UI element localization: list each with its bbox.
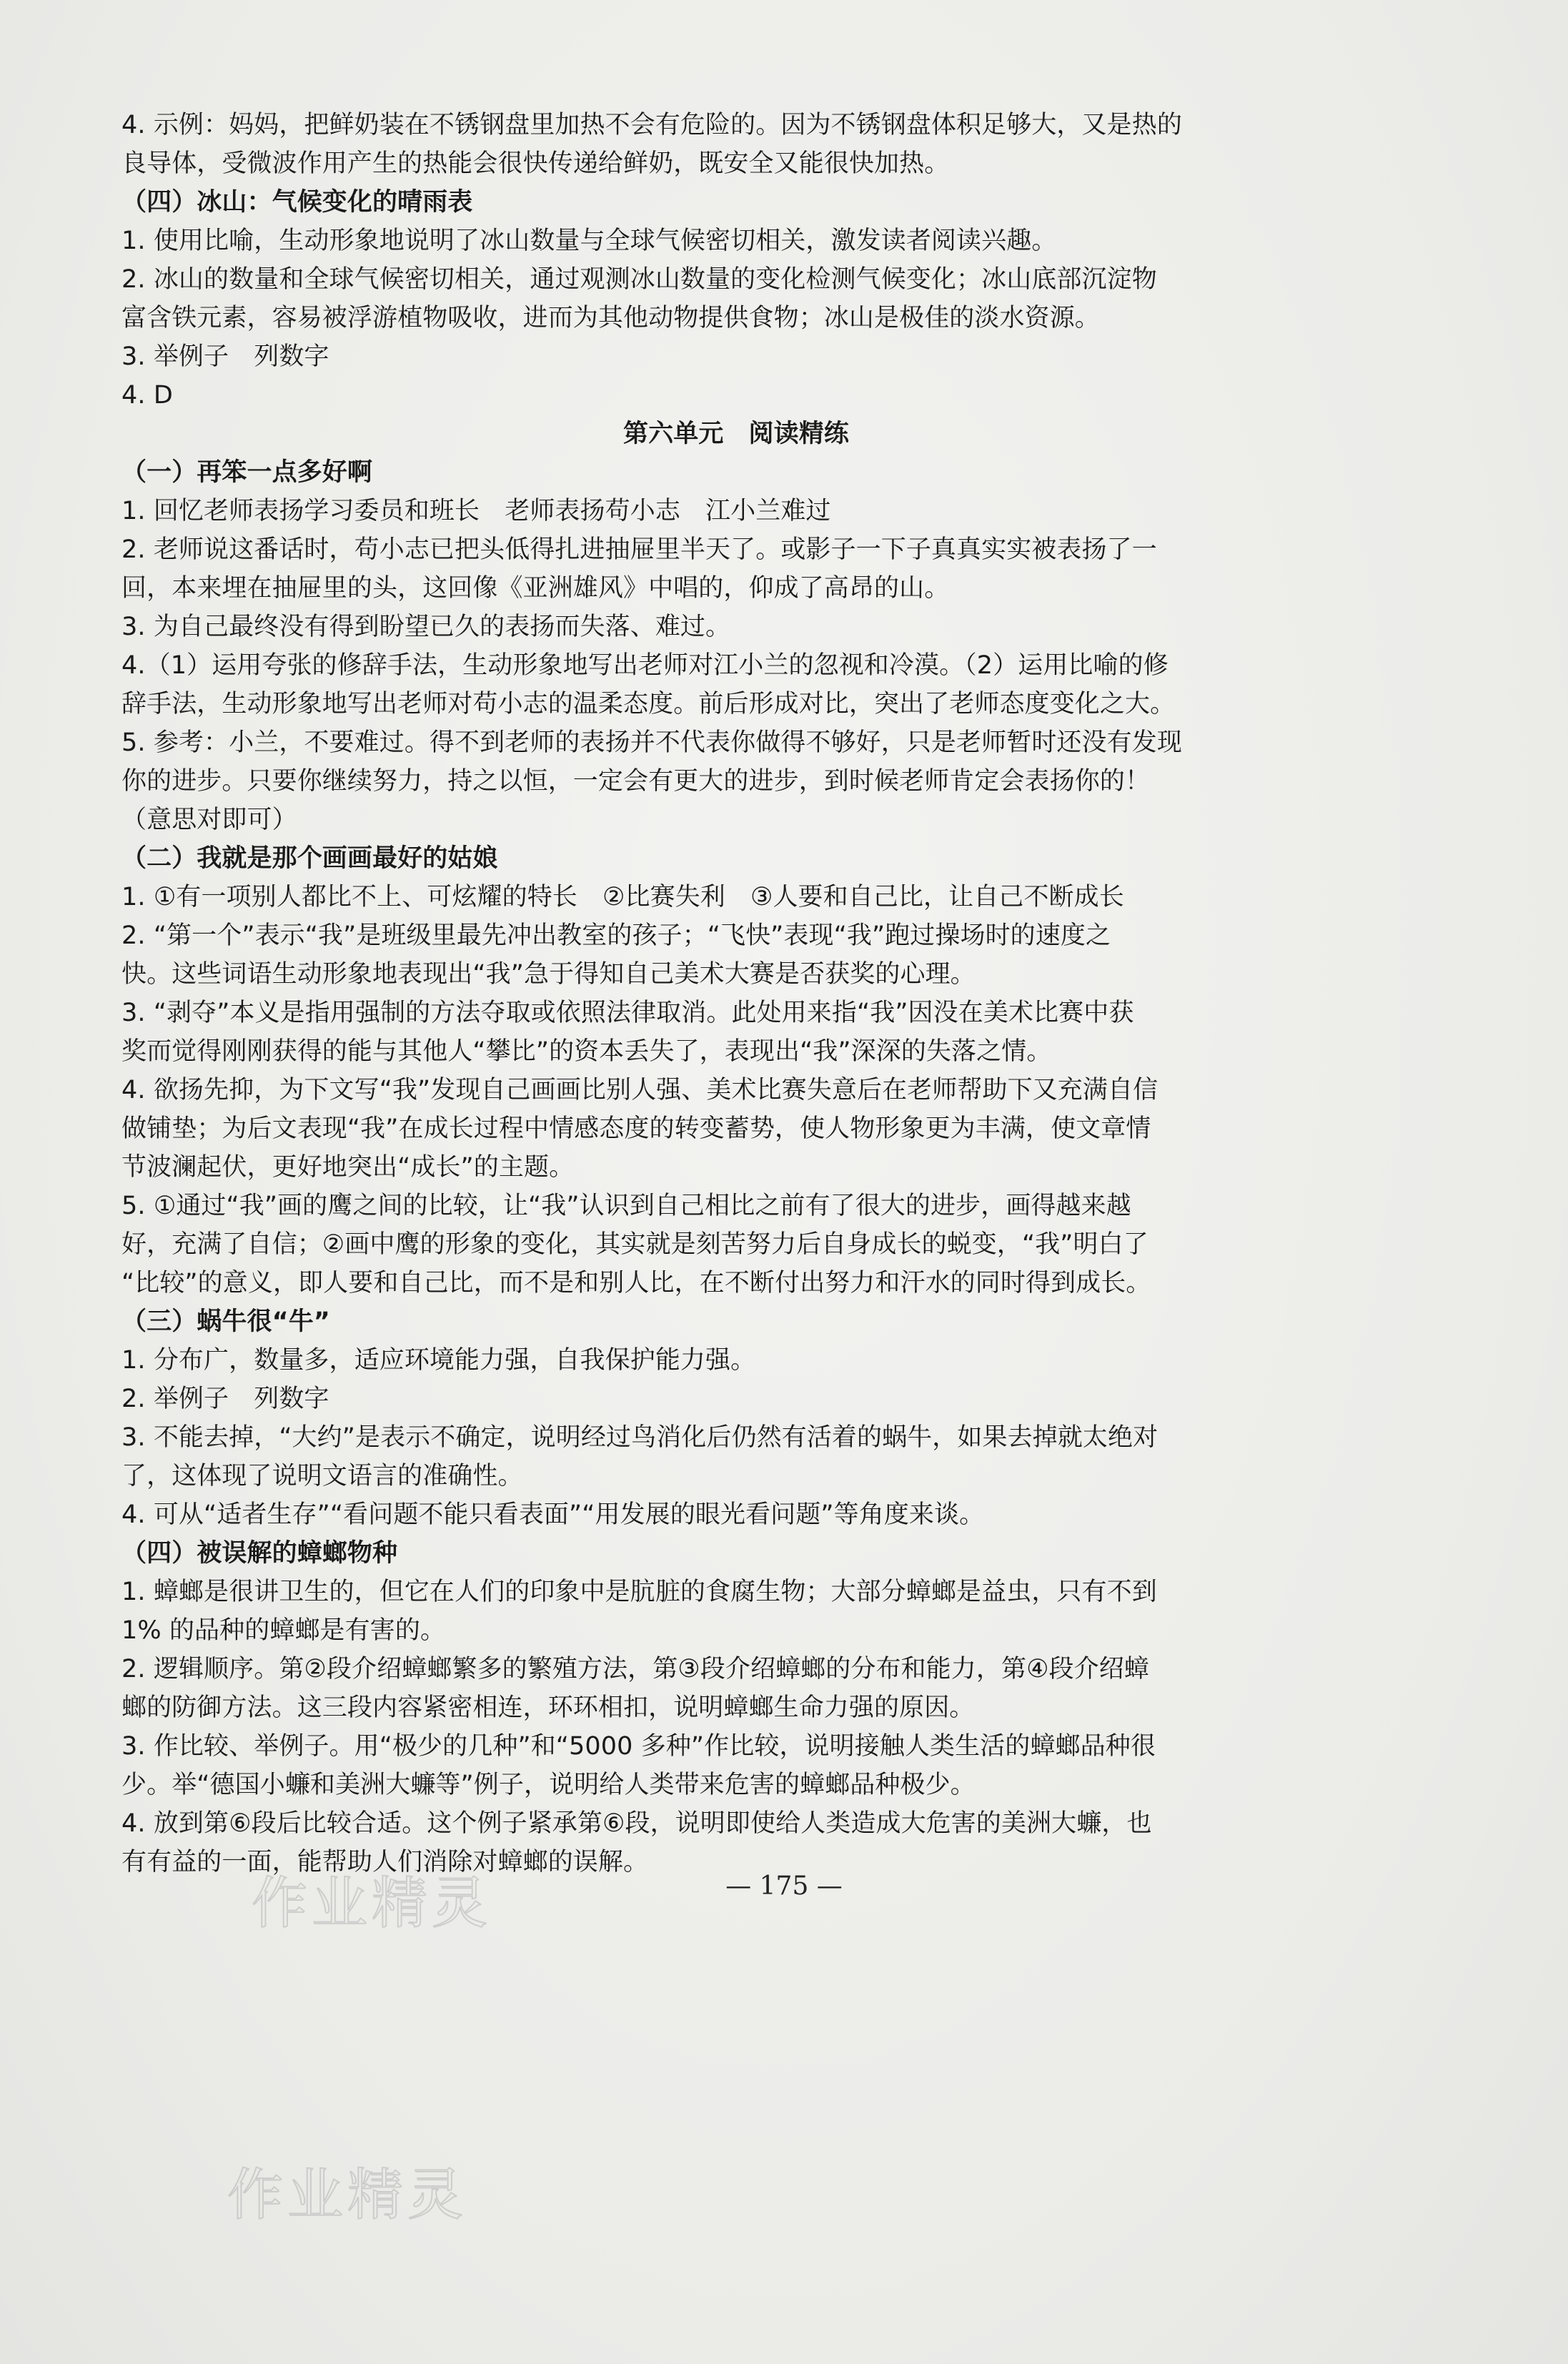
- text-line: 2. “第一个”表示“我”是班级里最先冲出教室的孩子；“飞快”表现“我”跑过操场时的速度之: [121, 921, 1111, 950]
- text-line: 2. 举例子 列数字: [121, 1385, 329, 1413]
- text-line: 螂的防御方法。这三段内容紧密相连，环环相扣，说明蟑螂生命力强的原因。: [121, 1693, 975, 1722]
- watermark-text: 作业精灵: [227, 2163, 468, 2227]
- text-line: 做铺垫；为后文表现“我”在成长过程中情感态度的转变蓄势，使人物形象更为丰满，使文章情: [121, 1114, 1151, 1143]
- page-number: — 175 —: [725, 1871, 843, 1901]
- text-line: 1. 蟑螂是很讲卫生的，但它在人们的印象中是肮脏的食腐生物；大部分蟑螂是益虫，只有不到: [121, 1578, 1157, 1606]
- text-line: 3. 作比较、举例子。用“极少的几种”和“5000 多种”作比较，说明接触人类生活的蟑螂品种很: [121, 1732, 1156, 1761]
- text-line: 4. D: [121, 381, 173, 410]
- text-line: 1% 的品种的蟑螂是有害的。: [121, 1616, 446, 1645]
- text-line: （意思对即可）: [121, 806, 297, 834]
- text-line: 5. 参考：小兰，不要难过。得不到老师的表扬并不代表你做得不够好，只是老师暂时还没有发现: [121, 728, 1182, 757]
- text-line: 好，充满了自信；②画中鹰的形象的变化，其实就是刻苦努力后自身成长的蜕变，“我”明白了: [121, 1230, 1148, 1259]
- text-line: 富含铁元素，容易被浮游植物吸收，进而为其他动物提供食物；冰山是极佳的淡水资源。: [121, 304, 1100, 332]
- text-line: 5. ①通过“我”画的鹰之间的比较，让“我”认识到自己相比之前有了很大的进步，画得越来越: [121, 1192, 1131, 1220]
- watermark-text: 作业精灵: [252, 1871, 492, 1936]
- text-line: 你的进步。只要你继续努力，持之以恒，一定会有更大的进步，到时候老师肯定会表扬你的！: [121, 767, 1151, 796]
- text-line: 了，这体现了说明文语言的准确性。: [121, 1462, 523, 1490]
- text-line: 3. “剥夺”本义是指用强制的方法夺取或依照法律取消。此处用来指“我”因没在美术比赛中获: [121, 999, 1134, 1027]
- text-line: 奖而觉得刚刚获得的能与其他人“攀比”的资本丢失了，表现出“我”深深的失落之情。: [121, 1037, 1052, 1066]
- text-line: 3. 不能去掉，“大约”是表示不确定，说明经过鸟消化后仍然有活着的蜗牛，如果去掉就太绝对: [121, 1423, 1158, 1452]
- text-line: 4.（1）运用夸张的修辞手法，生动形象地写出老师对江小兰的忽视和冷漠。（2）运用比喻的修: [121, 651, 1168, 680]
- text-line: 节波澜起伏，更好地突出“成长”的主题。: [121, 1153, 575, 1182]
- section-heading: （四）冰山：气候变化的晴雨表: [121, 188, 473, 217]
- text-line: 良导体，受微波作用产生的热能会很快传递给鲜奶，既安全又能很快加热。: [121, 149, 950, 178]
- text-line: 1. 分布广，数量多，适应环境能力强，自我保护能力强。: [121, 1346, 756, 1375]
- text-line: 1. ①有一项别人都比不上、可炫耀的特长 ②比赛失利 ③人要和自己比，让自己不断成长: [121, 883, 1124, 911]
- text-line: 2. 老师说这番话时，苟小志已把头低得扎进抽屉里半天了。或影子一下子真真实实被表扬了一: [121, 535, 1157, 564]
- text-line: 2. 逻辑顺序。第②段介绍蟑螂繁多的繁殖方法，第③段介绍蟑螂的分布和能力，第④段介绍蟑: [121, 1655, 1149, 1683]
- text-line: 2. 冰山的数量和全球气候密切相关，通过观测冰山数量的变化检测气候变化；冰山底部沉淀物: [121, 265, 1157, 294]
- section-heading: （四）被误解的蟑螂物种: [121, 1539, 398, 1568]
- text-line: “比较”的意义，即人要和自己比，而不是和别人比，在不断付出努力和汗水的同时得到成长。: [121, 1269, 1151, 1297]
- text-line: 4. 可从“适者生存”“看问题不能只看表面”“用发展的眼光看问题”等角度来谈。: [121, 1500, 985, 1529]
- section-heading: （一）再笨一点多好啊: [121, 458, 373, 487]
- text-line: 有有益的一面，能帮助人们消除对蟑螂的误解。: [121, 1848, 649, 1876]
- text-line: 辞手法，生动形象地写出老师对苟小志的温柔态度。前后形成对比，突出了老师态度变化之大。: [121, 690, 1176, 718]
- section-heading: （二）我就是那个画画最好的姑娘: [121, 844, 498, 873]
- document-body: [121, 106, 1351, 1881]
- text-line: 4. 欲扬先抑，为下文写“我”发现自己画画比别人强、美术比赛失意后在老师帮助下又充满自信: [121, 1076, 1158, 1104]
- text-line: 4. 示例：妈妈，把鲜奶装在不锈钢盘里加热不会有危险的。因为不锈钢盘体积足够大，又是热的: [121, 111, 1182, 139]
- text-line: 4. 放到第⑥段后比较合适。这个例子紧承第⑥段，说明即使给人类造成大危害的美洲大蠊，也: [121, 1809, 1152, 1838]
- text-line: 1. 使用比喻，生动形象地说明了冰山数量与全球气候密切相关，激发读者阅读兴趣。: [121, 227, 1057, 255]
- text-line: 快。这些词语生动形象地表现出“我”急于得知自己美术大赛是否获奖的心理。: [121, 960, 976, 989]
- section-heading: （三）蜗牛很“牛”: [121, 1307, 330, 1336]
- text-line: 少。举“德国小蠊和美洲大蠊等”例子，说明给人类带来危害的蟑螂品种极少。: [121, 1771, 976, 1799]
- text-line: 回，本来埋在抽屉里的头，这回像《亚洲雄风》中唱的，仰成了高昂的山。: [121, 574, 950, 603]
- text-line: 3. 举例子 列数字: [121, 342, 329, 371]
- text-line: 3. 为自己最终没有得到盼望已久的表扬而失落、难过。: [121, 613, 731, 641]
- text-line: 1. 回忆老师表扬学习委员和班长 老师表扬苟小志 江小兰难过: [121, 497, 831, 525]
- unit-title: 第六单元 阅读精练: [623, 420, 849, 448]
